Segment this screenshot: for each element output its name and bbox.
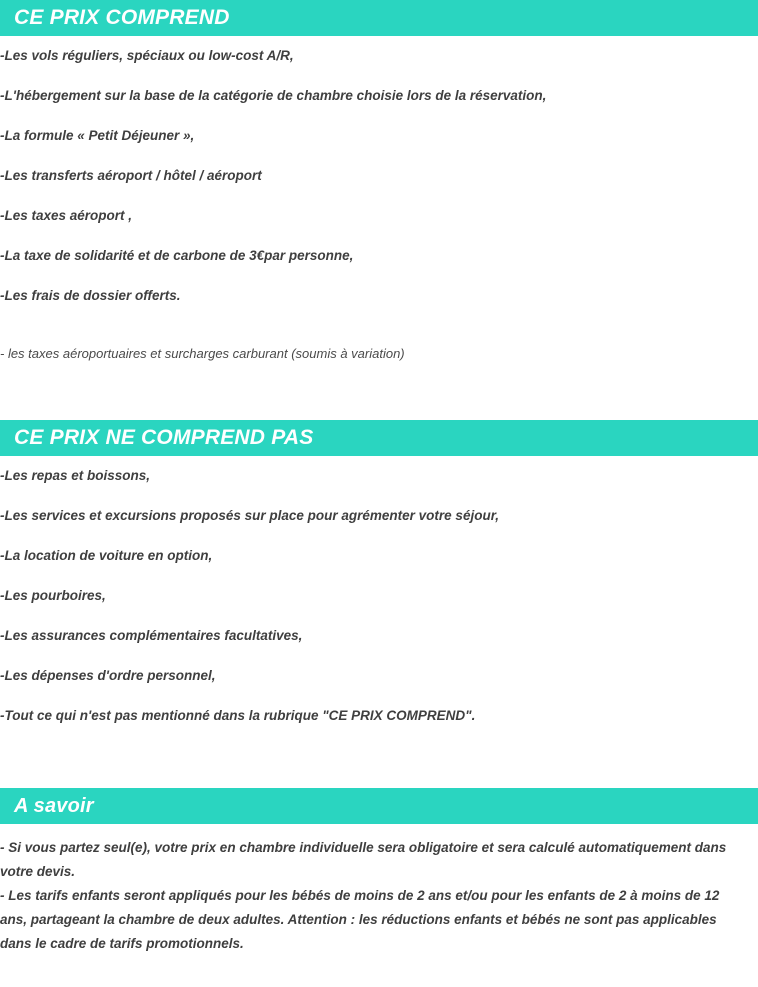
spacer bbox=[0, 374, 758, 420]
list-item: -La formule « Petit Déjeuner », bbox=[0, 128, 195, 143]
list-item: -La location de voiture en option, bbox=[0, 548, 213, 563]
list-item: -Les pourboires, bbox=[0, 588, 106, 603]
list-item: -Les assurances complémentaires facultatives, bbox=[0, 628, 303, 643]
list-item: -Les dépenses d'ordre personnel, bbox=[0, 668, 216, 683]
section-header-ce-prix-ne-comprend-pas: CE PRIX NE COMPREND PAS bbox=[0, 420, 758, 456]
section-body-ce-prix-ne-comprend-pas bbox=[0, 456, 758, 736]
list-item: -La taxe de solidarité et de carbone de 3€par personne, bbox=[0, 248, 354, 263]
spacer bbox=[0, 736, 758, 770]
list-item: -Les vols réguliers, spéciaux ou low-cost A/R, bbox=[0, 48, 294, 63]
spacer bbox=[0, 770, 758, 788]
list-item: -Les repas et boissons, bbox=[0, 468, 151, 483]
section-body-ce-prix-comprend bbox=[0, 36, 758, 374]
list-item: -Les transferts aéroport / hôtel / aéroport bbox=[0, 168, 262, 183]
list-item: -Les services et excursions proposés sur place pour agrémenter votre séjour, bbox=[0, 508, 499, 523]
list-item: -L'hébergement sur la base de la catégorie de chambre choisie lors de la réservation, bbox=[0, 88, 547, 103]
section-header-a-savoir: A savoir bbox=[0, 788, 758, 824]
paragraph: - Les tarifs enfants seront appliqués pour les bébés de moins de 2 ans et/ou pour les enfants de 2 à moins de 12 ans, partageant la chambre de deux adultes. Attention : les réductions enfants et bébés ne sont pas applicables dans le cadre de tarifs promotionnels. bbox=[0, 888, 720, 951]
list-item: -Les frais de dossier offerts. bbox=[0, 288, 181, 303]
section-header-ce-prix-comprend: CE PRIX COMPREND bbox=[0, 0, 758, 36]
section-body-a-savoir bbox=[0, 824, 758, 956]
paragraph: - Si vous partez seul(e), votre prix en chambre individuelle sera obligatoire et sera calculé automatiquement dans votre devis. bbox=[0, 840, 727, 879]
list-item: -Les taxes aéroport , bbox=[0, 208, 133, 223]
section-footnote: - les taxes aéroportuaires et surcharges carburant (soumis à variation) bbox=[0, 346, 405, 361]
list-item: -Tout ce qui n'est pas mentionné dans la rubrique "CE PRIX COMPREND". bbox=[0, 708, 476, 723]
spacer bbox=[0, 316, 748, 334]
